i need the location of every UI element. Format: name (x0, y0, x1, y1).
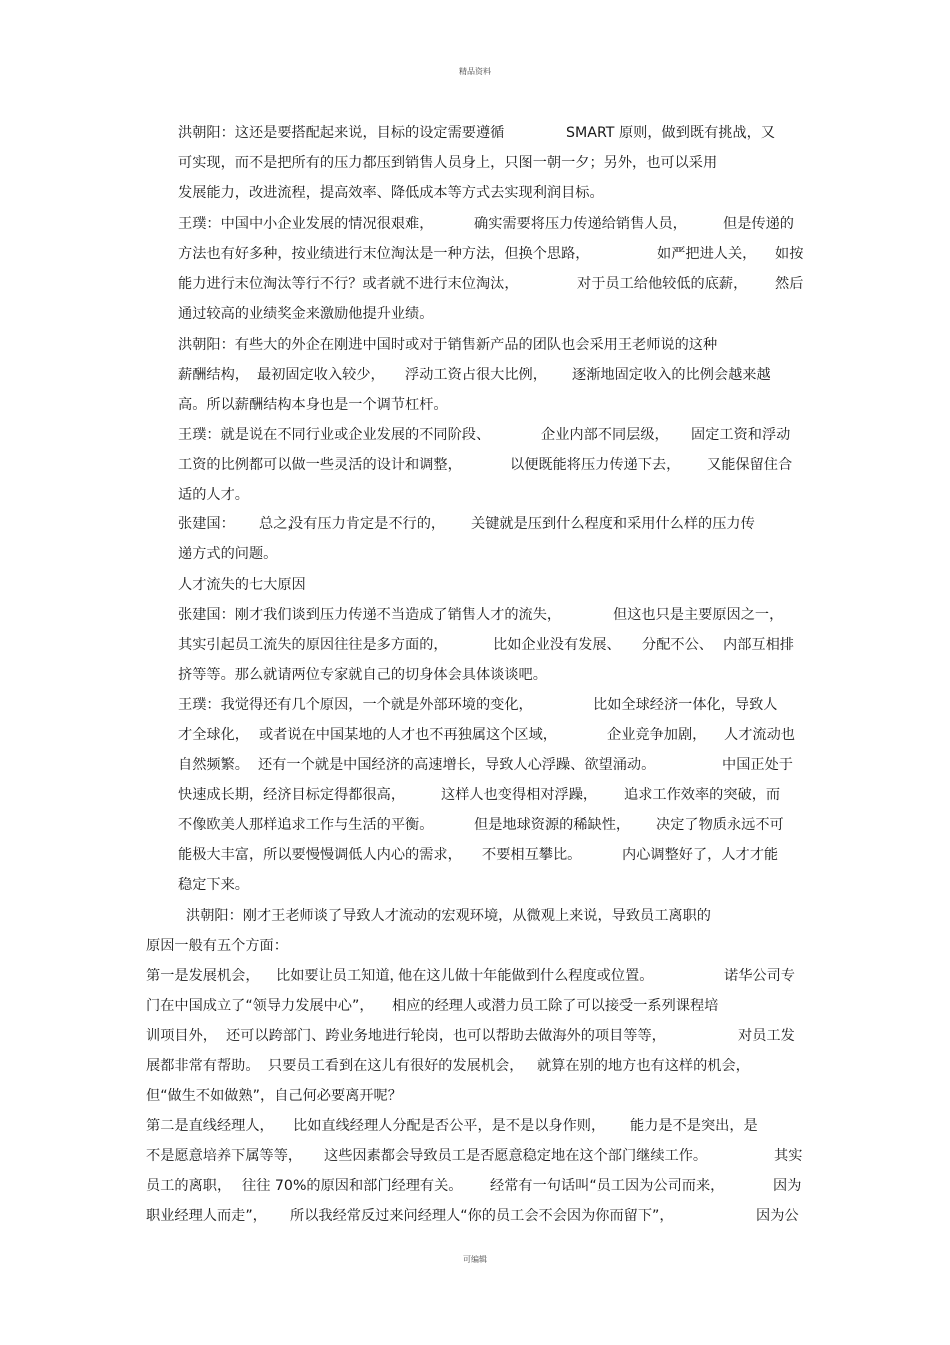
text-segment: 比如要让员工知道， (276, 968, 404, 984)
text-segment: 对员工发 (738, 1028, 795, 1044)
text-segment: 挤等等。那么就请两位专家就自己的切身体会具体谈谈吧。 (178, 667, 547, 683)
text-segment: 快速成长期，经济目标定得都很高， (178, 787, 406, 803)
text-segment: 以便既能将压力传递下去， (510, 457, 681, 473)
text-segment: 人才流失的七大原因 (178, 577, 306, 593)
page-footer: 可编辑 (463, 1255, 487, 1264)
text-segment: 如严把进人关， (657, 246, 757, 262)
text-segment: 能极大丰富，所以要慢慢调低人内心的需求， (178, 847, 462, 863)
text-segment: 比如全球经济一体化，导致人 (593, 697, 778, 713)
text-segment: 这些因素都会导致员工是否愿意稳定地在这个部门继续工作。 (324, 1148, 708, 1164)
text-segment: 经常有一句话叫“员工因为公司而来， (490, 1178, 725, 1194)
text-segment: 因为公 (756, 1208, 799, 1224)
text-segment: 其实 (774, 1148, 803, 1164)
text-segment: 往往 70%的原因和部门经理有关。 (242, 1178, 463, 1194)
text-segment: 训项目外， (146, 1028, 217, 1044)
text-segment: 最初固定收入较少， (257, 367, 385, 383)
text-segment: 洪朝阳：有些大的外企在刚进中国时或对于销售新产品的团队也会采用王老师说的这种 (178, 337, 718, 353)
text-segment: 递方式的问题。 (178, 546, 278, 562)
text-segment: 通过较高的业绩奖金来激励他提升业绩。 (178, 306, 434, 322)
text-segment: 他在这儿做十年能做到什么程度或位置。 (398, 968, 654, 984)
text-segment: 所以我经常反过来问经理人“你的员工会不会因为你而留下”， (290, 1208, 674, 1224)
text-segment: 比如直线经理人分配是否公平，是不是以身作则， (293, 1118, 606, 1134)
text-segment: 可实现，而不是把所有的压力都压到销售人员身上，只图一朝一夕；另外，也可以采用 (178, 155, 718, 171)
text-segment: 总之， (259, 516, 302, 532)
text-segment: 高。所以薪酬结构本身也是一个调节杠杆。 (178, 397, 448, 413)
text-segment: 这样人也变得相对浮躁， (441, 787, 598, 803)
text-segment: 又能保留住合 (707, 457, 793, 473)
text-segment: 发展能力，改进流程，提高效率、降低成本等方式去实现利润目标。 (178, 185, 604, 201)
text-segment: SMART 原则，做到既有挑战，又 (566, 125, 776, 141)
text-segment: 固定工资和浮动 (691, 427, 791, 443)
text-segment: 展都非常有帮助。 (146, 1058, 260, 1074)
text-segment: 逐渐地固定收入的比例会越来越 (572, 367, 771, 383)
text-segment: 决定了物质永远不可 (656, 817, 784, 833)
text-segment: 诺华公司专 (724, 968, 795, 984)
text-segment: 原因一般有五个方面： (146, 938, 288, 954)
text-segment: 人才流动也 (724, 727, 795, 743)
text-segment: 内部互相排 (723, 637, 794, 653)
text-segment: 浮动工资占很大比例， (405, 367, 547, 383)
text-segment: 不要相互攀比。 (482, 847, 582, 863)
text-segment: 就算在别的地方也有这样的机会， (537, 1058, 750, 1074)
text-segment: 关键就是压到什么程度和采用什么样的压力传 (471, 516, 755, 532)
text-segment: 工资的比例都可以做一些灵活的设计和调整， (178, 457, 462, 473)
text-segment: 王璞：中国中小企业发展的情况很艰难， (178, 216, 434, 232)
text-segment: 但是地球资源的稀缺性， (474, 817, 631, 833)
text-segment: 其实引起员工流失的原因往往是多方面的， (178, 637, 448, 653)
text-segment: 比如企业没有发展、 (493, 637, 621, 653)
text-segment: 但“做生不如做熟”，自己何必要离开呢？ (146, 1088, 402, 1104)
text-segment: 没有压力肯定是不行的， (289, 516, 446, 532)
text-segment: 不是愿意培养下属等等， (146, 1148, 303, 1164)
text-segment: 张建国：刚才我们谈到压力传递不当造成了销售人才的流失， (178, 607, 562, 623)
text-segment: 能力是不是突出，是 (630, 1118, 758, 1134)
text-segment: 然后 (775, 276, 804, 292)
text-segment: 洪朝阳：这还是要搭配起来说，目标的设定需要遵循 (178, 125, 505, 141)
text-segment: 适的人才。 (178, 487, 249, 503)
text-segment: 相应的经理人或潜力员工除了可以接受一系列课程培 (392, 998, 719, 1014)
text-segment: 对于员工给他较低的底薪， (577, 276, 748, 292)
text-segment: 洪朝阳：刚才王老师谈了导致人才流动的宏观环境，从微观上来说，导致员工离职的 (186, 908, 711, 924)
text-segment: 职业经理人而走”， (146, 1208, 267, 1224)
text-segment: 王璞：我觉得还有几个原因，一个就是外部环境的变化， (178, 697, 533, 713)
text-segment: 还有一个就是中国经济的高速增长，导致人心浮躁、欲望涌动。 (258, 757, 656, 773)
text-segment: 但这也只是主要原因之一， (613, 607, 784, 623)
text-segment: 第二是直线经理人， (146, 1118, 274, 1134)
text-segment: 第一是发展机会， (146, 968, 260, 984)
page-header: 精品资料 (459, 67, 491, 76)
text-segment: 追求工作效率的突破，而 (624, 787, 781, 803)
text-segment: 企业内部不同层级， (541, 427, 669, 443)
text-segment: 中国正处于 (722, 757, 793, 773)
text-segment: 张建国： (178, 516, 235, 532)
text-segment: 方法也有好多种，按业绩进行末位淘汰是一种方法，但换个思路， (178, 246, 590, 262)
text-segment: 不像欧美人那样追求工作与生活的平衡。 (178, 817, 434, 833)
text-segment: 门在中国成立了“领导力发展中心”， (146, 998, 374, 1014)
text-segment: 因为 (773, 1178, 802, 1194)
text-segment: 分配不公、 (642, 637, 713, 653)
text-segment: 确实需要将压力传递给销售人员， (474, 216, 687, 232)
text-segment: 企业竞争加剧， (607, 727, 707, 743)
text-segment: 薪酬结构， (178, 367, 249, 383)
text-segment: 内心调整好了，人才才能 (622, 847, 779, 863)
text-segment: 才全球化， (178, 727, 249, 743)
text-segment: 自然频繁。 (178, 757, 249, 773)
text-segment: 员工的离职， (146, 1178, 232, 1194)
text-segment: 如按 (775, 246, 804, 262)
text-segment: 还可以跨部门、跨业务地进行轮岗，也可以帮助去做海外的项目等等， (226, 1028, 666, 1044)
text-segment: 或者说在中国某地的人才也不再独属这个区域， (259, 727, 557, 743)
text-segment: 王璞：就是说在不同行业或企业发展的不同阶段、 (178, 427, 491, 443)
text-segment: 只要员工看到在这儿有很好的发展机会， (268, 1058, 524, 1074)
text-segment: 稳定下来。 (178, 877, 249, 893)
text-segment: 但是传递的 (723, 216, 794, 232)
text-segment: 能力进行末位淘汰等行不行？或者就不进行末位淘汰， (178, 276, 519, 292)
